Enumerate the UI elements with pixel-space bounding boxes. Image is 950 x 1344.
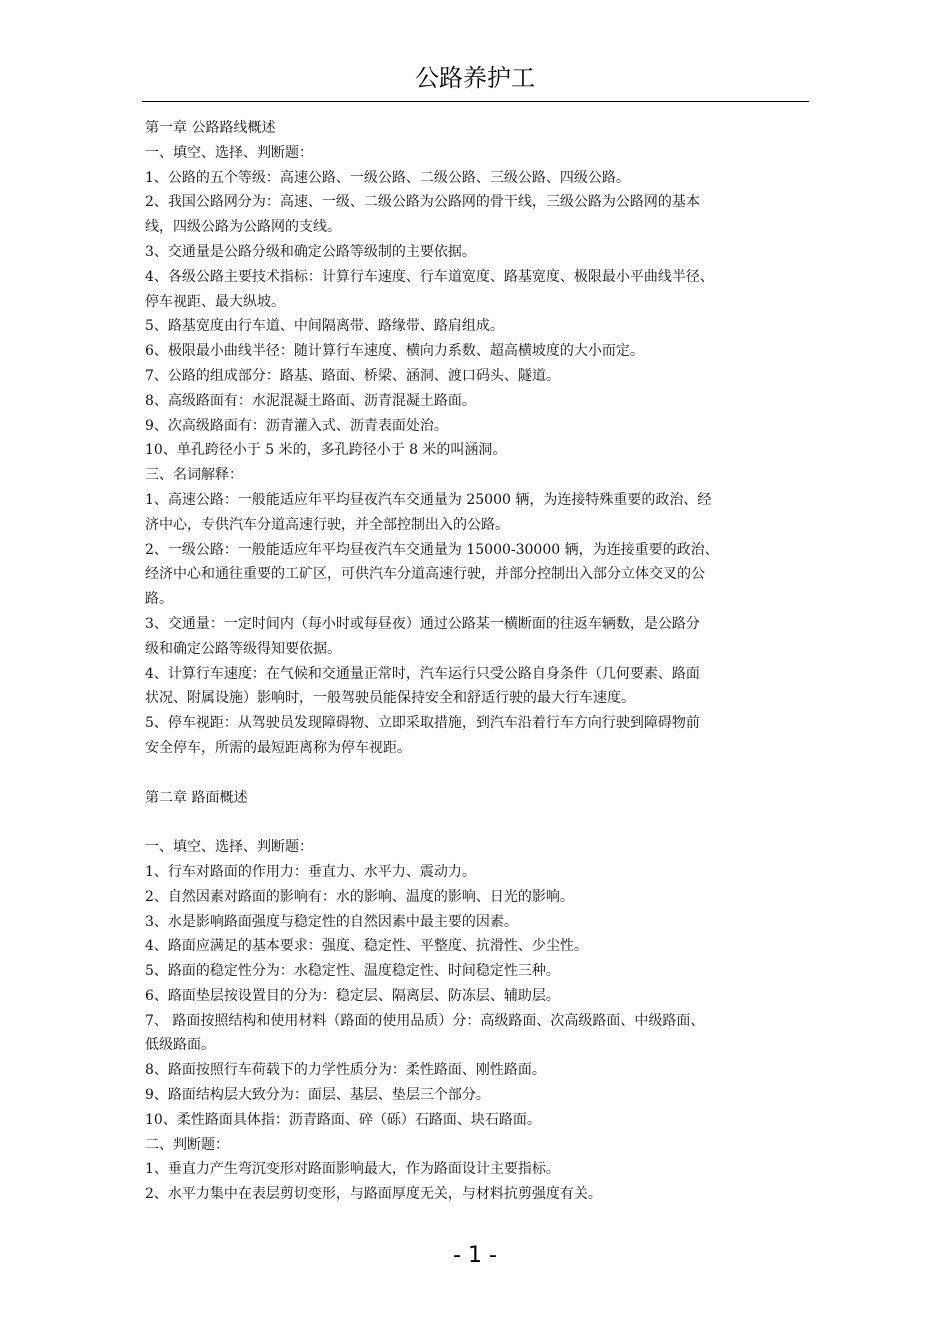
- text-line: 5、路基宽度由行车道、中间隔离带、路缘带、路肩组成。: [145, 318, 504, 335]
- text-line: 1、垂直力产生弯沉变形对路面影响最大，作为路面设计主要指标。: [145, 1161, 560, 1178]
- text-line: 路。: [145, 591, 173, 608]
- text-line: 9、路面结构层大致分为：面层、基层、垫层三个部分。: [145, 1087, 490, 1104]
- text-line: 6、路面垫层按设置目的分为：稳定层、隔离层、防冻层、辅助层。: [145, 987, 560, 1004]
- text-line: 2、自然因素对路面的影响有：水的影响、温度的影响、日光的影响。: [145, 888, 574, 905]
- text-line: 2、我国公路网分为：高速、一级、二级公路为公路网的骨干线，三级公路为公路网的基本: [145, 194, 700, 211]
- text-line: 2、一级公路：一般能适应年平均昼夜汽车交通量为 15000-30000 辆，为连接重要的政治、: [145, 541, 719, 558]
- text-line: 3、水是影响路面强度与稳定性的自然因素中最主要的因素。: [145, 913, 518, 930]
- blank-line: [145, 810, 809, 835]
- text-line: 安全停车，所需的最短距离称为停车视距。: [145, 739, 411, 756]
- text-line: 级和确定公路等级得知要依据。: [145, 640, 341, 657]
- text-line: 二、判断题：: [145, 1136, 229, 1153]
- text-line: 10、单孔跨径小于 5 米的，多孔跨径小于 8 米的叫涵洞。: [145, 442, 507, 459]
- text-line: 5、停车视距：从驾驶员发现障碍物、立即采取措施，到汽车沿着行车方向行驶到障碍物前: [145, 715, 700, 732]
- text-line: 三、名词解释：: [145, 467, 243, 484]
- text-line: 10、柔性路面具体指：沥青路面、碎（砾）石路面、块石路面。: [145, 1111, 541, 1128]
- text-line: 线，四级公路为公路网的支线。: [145, 219, 341, 236]
- text-line: 第二章 路面概述: [145, 789, 248, 806]
- blank-line: [145, 761, 809, 786]
- text-line: 4、路面应满足的基本要求：强度、稳定性、平整度、抗滑性、少尘性。: [145, 938, 588, 955]
- text-line: 4、计算行车速度：在气候和交通量正常时，汽车运行只受公路自身条件（几何要素、路面: [145, 665, 700, 682]
- page-number: - 1 -: [453, 1243, 497, 1268]
- document-body: [145, 116, 809, 1207]
- header-divider: [142, 101, 809, 102]
- text-line: 9、次高级路面有：沥青灌入式、沥青表面处治。: [145, 417, 448, 434]
- text-line: 2、水平力集中在表层剪切变形，与路面厚度无关，与材料抗剪强度有关。: [145, 1186, 602, 1203]
- text-line: 5、路面的稳定性分为：水稳定性、温度稳定性、时间稳定性三种。: [145, 963, 560, 980]
- text-line: 济中心，专供汽车分道高速行驶，并全部控制出入的公路。: [145, 516, 509, 533]
- text-line: 一、填空、选择、判断题：: [145, 839, 313, 856]
- text-line: 4、各级公路主要技术指标：计算行车速度、行车道宽度、路基宽度、极限最小平曲线半径、: [145, 268, 714, 285]
- text-line: 6、极限最小曲线半径：随计算行车速度、横向力系数、超高横坡度的大小而定。: [145, 343, 644, 360]
- text-line: 1、公路的五个等级：高速公路、一级公路、二级公路、三级公路、四级公路。: [145, 169, 630, 186]
- text-line: 一、填空、选择、判断题：: [145, 144, 313, 161]
- text-line: 7、公路的组成部分：路基、路面、桥梁、涵洞、渡口码头、隧道。: [145, 367, 560, 384]
- text-line: 经济中心和通往重要的工矿区，可供汽车分道高速行驶，并部分控制出入部分立体交叉的公: [145, 566, 705, 583]
- text-line: 1、行车对路面的作用力：垂直力、水平力、震动力。: [145, 863, 476, 880]
- text-line: 第一章 公路路线概述: [145, 120, 276, 136]
- text-line: 低级路面。: [145, 1037, 215, 1054]
- text-line: 状况、附属设施）影响时，一般驾驶员能保持安全和舒适行驶的最大行车速度。: [145, 690, 635, 707]
- text-line: 停车视距、最大纵坡。: [145, 293, 285, 310]
- text-line: 3、交通量：一定时间内（每小时或每昼夜）通过公路某一横断面的往返车辆数，是公路分: [145, 615, 700, 632]
- text-line: 1、高速公路：一般能适应年平均昼夜汽车交通量为 25000 辆，为连接特殊重要的政治、经: [145, 491, 712, 508]
- text-line: 7、 路面按照结构和使用材料（路面的使用品质）分：高级路面、次高级路面、中级路面、: [145, 1012, 705, 1029]
- text-line: 3、交通量是公路分级和确定公路等级制的主要依据。: [145, 243, 476, 260]
- text-line: 8、路面按照行车荷载下的力学性质分为：柔性路面、刚性路面。: [145, 1062, 546, 1079]
- document-title: 公路养护工: [415, 64, 535, 92]
- text-line: 8、高级路面有：水泥混凝土路面、沥青混凝土路面。: [145, 392, 476, 409]
